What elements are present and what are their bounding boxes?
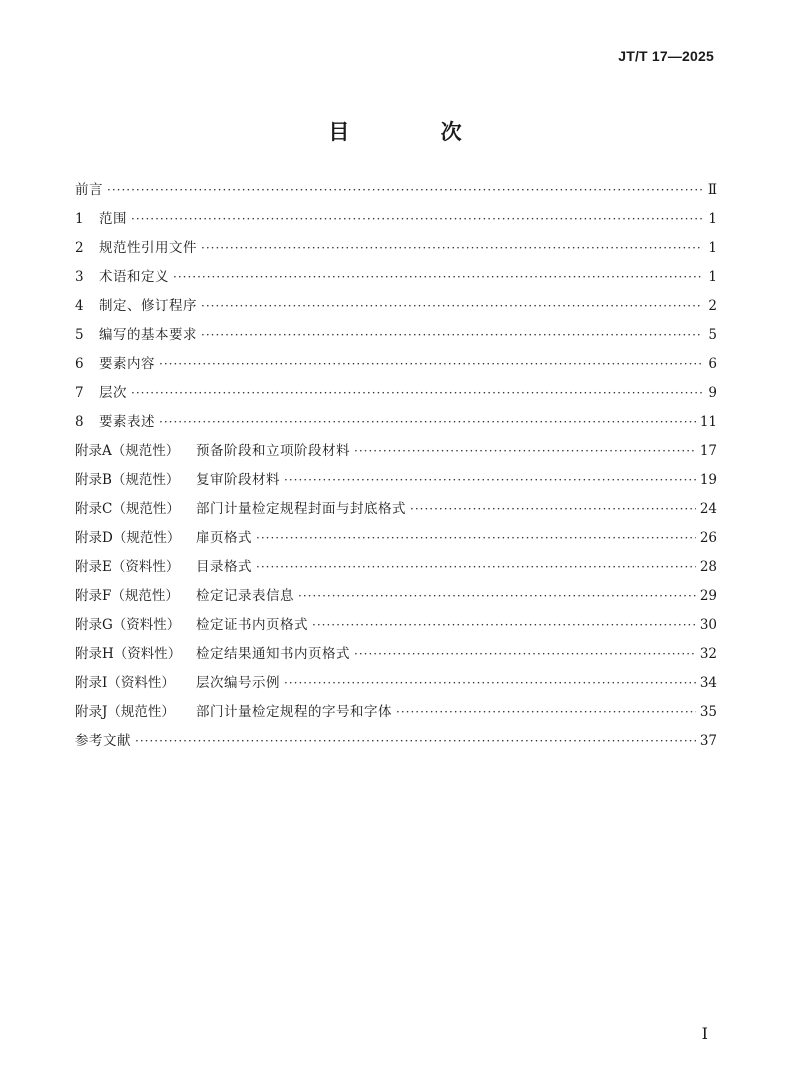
toc-entry-page: 17 — [699, 443, 717, 459]
toc-entry-page: 1 — [708, 211, 717, 227]
toc-dot-leader — [131, 386, 703, 400]
toc-entry-title: 检定证书内页格式 — [196, 617, 308, 633]
toc-dot-leader — [354, 647, 696, 661]
toc-entry-page: 34 — [699, 675, 717, 691]
toc-entry-page: 19 — [699, 472, 717, 488]
toc-entry[interactable] — [75, 613, 717, 642]
toc-entry-title: 检定记录表信息 — [196, 588, 294, 604]
toc-entry[interactable] — [75, 381, 717, 410]
toc-entry-title: 层次 — [99, 385, 127, 401]
toc-dot-leader — [284, 676, 696, 690]
standard-code: JT/T 17—2025 — [618, 48, 714, 64]
toc-entry-title: 要素内容 — [99, 356, 155, 372]
toc-entry[interactable] — [75, 729, 717, 758]
toc-dot-leader — [298, 589, 696, 603]
toc-entry[interactable] — [75, 671, 717, 700]
toc-entry-title: 前言 — [75, 182, 103, 198]
toc-entry-appendix-label: 附录G（资料性） — [75, 617, 181, 633]
toc-dot-leader — [201, 299, 703, 313]
toc-entry-title: 层次编号示例 — [196, 675, 280, 691]
toc-dot-leader — [256, 560, 696, 574]
toc-entry[interactable] — [75, 555, 717, 584]
toc-entry-page: 32 — [699, 646, 717, 662]
toc-entry[interactable] — [75, 497, 717, 526]
toc-entry-appendix-label: 附录H（资料性） — [75, 646, 182, 662]
toc-entry-page: 26 — [699, 530, 717, 546]
toc-entry[interactable] — [75, 642, 717, 671]
toc-entry-page: Ⅱ — [707, 182, 717, 198]
toc-entry-page: 24 — [699, 501, 717, 517]
toc-entry-page: 9 — [708, 385, 717, 401]
toc-entry[interactable] — [75, 439, 717, 468]
toc-entry-appendix-label: 附录B（规范性） — [75, 472, 180, 488]
toc-entry[interactable] — [75, 352, 717, 381]
toc-dot-leader — [201, 241, 703, 255]
toc-entry-title: 范围 — [99, 211, 127, 227]
toc-entry-number: 6 — [75, 356, 84, 372]
toc-entry[interactable] — [75, 178, 717, 207]
toc-entry-title: 检定结果通知书内页格式 — [196, 646, 350, 662]
page-title: 目 次 — [328, 120, 504, 144]
toc-entry-appendix-label: 附录E（资料性） — [75, 559, 180, 575]
toc-entry[interactable] — [75, 207, 717, 236]
toc-entry-title: 预备阶段和立项阶段材料 — [196, 443, 350, 459]
toc-entry-appendix-label: 附录I（资料性） — [75, 675, 175, 691]
toc-entry[interactable] — [75, 323, 717, 352]
toc-entry[interactable] — [75, 584, 717, 613]
toc-dot-leader — [396, 705, 696, 719]
toc-entry-number: 2 — [75, 240, 84, 256]
toc-dot-leader — [159, 357, 703, 371]
toc-entry-number: 3 — [75, 269, 84, 285]
toc-entry-title: 参考文献 — [75, 733, 131, 749]
toc-dot-leader — [312, 618, 696, 632]
toc-entry-appendix-label: 附录C（规范性） — [75, 501, 180, 517]
toc-entry-appendix-label: 附录J（规范性） — [75, 704, 175, 720]
toc-entry-page: 28 — [699, 559, 717, 575]
toc-dot-leader — [135, 734, 696, 748]
toc-entry-title: 部门计量检定规程的字号和字体 — [196, 704, 392, 720]
toc-entry-page: 5 — [708, 327, 717, 343]
toc-dot-leader — [159, 415, 696, 429]
toc-entry-number: 5 — [75, 327, 84, 343]
toc-entry-title: 复审阶段材料 — [196, 472, 280, 488]
toc-entry-page: 29 — [699, 588, 717, 604]
toc-entry-number: 4 — [75, 298, 84, 314]
toc-entry-appendix-label: 附录A（规范性） — [75, 443, 180, 459]
toc-entry-number: 8 — [75, 414, 84, 430]
toc-entry-title: 扉页格式 — [196, 530, 252, 546]
toc-entry-appendix-label: 附录D（规范性） — [75, 530, 181, 546]
toc-entry[interactable] — [75, 700, 717, 729]
toc-entry-title: 部门计量检定规程封面与封底格式 — [196, 501, 406, 517]
toc-entry-title: 编写的基本要求 — [99, 327, 197, 343]
toc-entry-title: 目录格式 — [196, 559, 252, 575]
toc-entry-page: 30 — [699, 617, 717, 633]
toc-dot-leader — [284, 473, 696, 487]
toc-entry-title: 术语和定义 — [99, 269, 169, 285]
toc-entry-page: 1 — [708, 240, 717, 256]
toc-dot-leader — [410, 502, 696, 516]
toc-dot-leader — [256, 531, 696, 545]
toc-dot-leader — [131, 212, 703, 226]
page-number: I — [701, 1024, 708, 1043]
table-of-contents — [75, 178, 717, 758]
toc-entry-page: 6 — [708, 356, 717, 372]
toc-dot-leader — [354, 444, 696, 458]
toc-entry-page: 11 — [699, 414, 717, 430]
toc-entry-number: 7 — [75, 385, 84, 401]
toc-dot-leader — [107, 183, 703, 197]
toc-dot-leader — [201, 328, 703, 342]
toc-entry-appendix-label: 附录F（规范性） — [75, 588, 179, 604]
toc-entry[interactable] — [75, 265, 717, 294]
toc-entry-title: 规范性引用文件 — [99, 240, 197, 256]
toc-entry-page: 2 — [708, 298, 717, 314]
toc-entry[interactable] — [75, 236, 717, 265]
toc-entry-title: 要素表述 — [99, 414, 155, 430]
toc-entry-page: 35 — [699, 704, 717, 720]
toc-entry-title: 制定、修订程序 — [99, 298, 197, 314]
toc-entry-page: 1 — [708, 269, 717, 285]
toc-entry-number: 1 — [75, 211, 84, 227]
toc-entry[interactable] — [75, 294, 717, 323]
toc-entry-page: 37 — [699, 733, 717, 749]
toc-entry[interactable] — [75, 468, 717, 497]
toc-entry[interactable] — [75, 410, 717, 439]
toc-dot-leader — [173, 270, 703, 284]
toc-entry[interactable] — [75, 526, 717, 555]
